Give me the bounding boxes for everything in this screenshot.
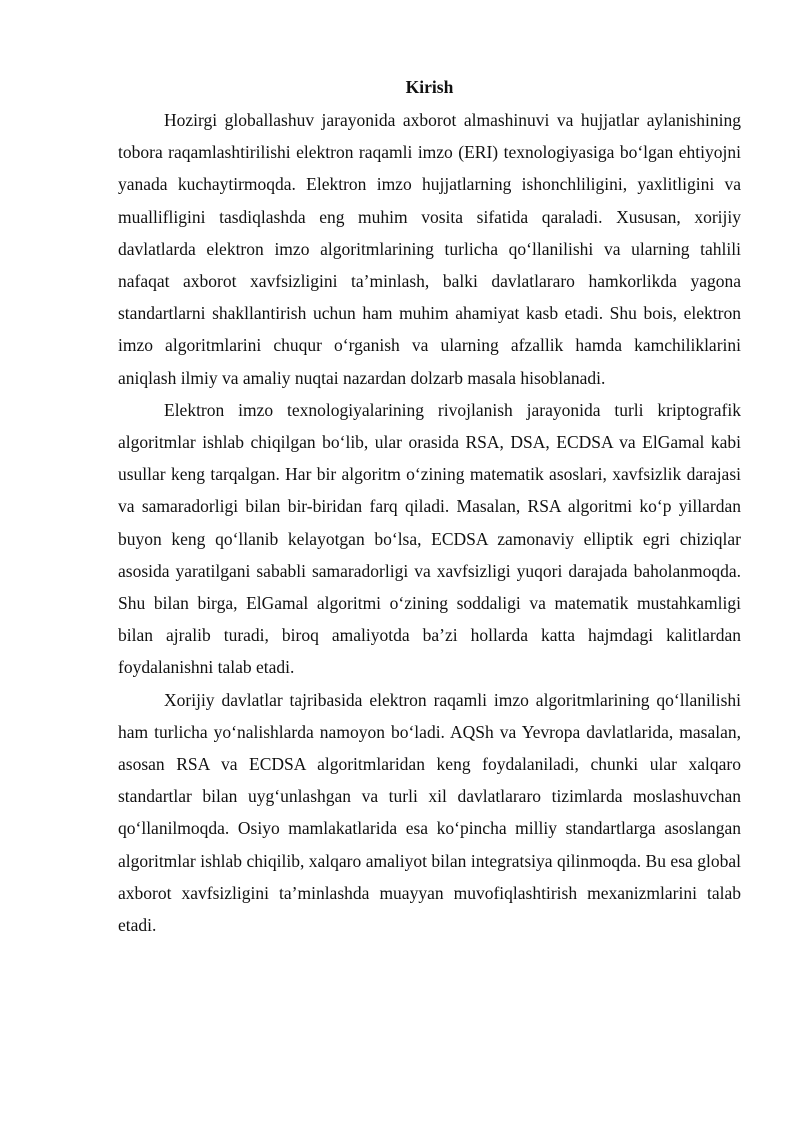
paragraph-3: Xorijiy davlatlar tajribasida elektron raqamli imzo algoritmlarining qo‘llanilishi ham turlicha yo‘nalishlarda namoyon bo‘ladi. AQSh va Yevropa davlatlarida, masalan, asosan RSA va ECDSA algoritmlaridan keng foydalaniladi, chunki ular xalqaro standartlar bilan uyg‘unlashgan va turli xil davlatlararo tizimlarda moslashuvchan qo‘llanilmoqda. Osiyo mamlakatlarida esa ko‘pincha milliy standartlarga asoslangan algoritmlar ishlab chiqilib, xalqaro amaliyot bilan integratsiya qilinmoqda. Bu esa global axborot xavfsizligini ta’minlashda muayyan muvofiqlashtirish mexanizmlarini talab etadi. — [118, 689, 741, 936]
document-body — [118, 72, 741, 941]
paragraph-1: Hozirgi globallashuv jarayonida axborot almashinuvi va hujjatlar aylanishining tobora raqamlashtirilishi elektron raqamli imzo (ERI) texnologiyasiga bo‘lgan ehtiyojni yanada kuchaytirmoqda. Elektron imzo hujjatlarning ishonchliligini, yaxlitligini va muallifligini tasdiqlashda eng muhim vosita sifatida qaraladi. Xususan, xorijiy davlatlarda elektron imzo algoritmlarining turlicha qo‘llanilishi va ularning tahlili nafaqat axborot xavfsizligini ta’minlash, balki davlatlararo hamkorlikda yagona standartlarni shakllantirish uchun ham muhim ahamiyat kasb etadi. Shu bois, elektron imzo algoritmlarini chuqur o‘rganish va ularning afzallik hamda kamchiliklarini aniqlash ilmiy va amaliy nuqtai nazardan dolzarb masala hisoblanadi. — [118, 110, 741, 388]
paragraph-2: Elektron imzo texnologiyalarining rivojlanish jarayonida turli kriptografik algoritmlar ishlab chiqilgan bo‘lib, ular orasida RSA, DSA, ECDSA va ElGamal kabi usullar keng tarqalgan. Har bir algoritm o‘zining matematik asoslari, xavfsizlik darajasi va samaradorligi bilan bir-biridan farq qiladi. Masalan, RSA algoritmi ko‘p yillardan buyon keng qo‘llanib kelayotgan bo‘lsa, ECDSA zamonaviy elliptik egri chiziqlar asosida yaratilgani sababli samaradorligi va xavfsizligi yuqori darajada baholanmoqda. Shu bilan birga, ElGamal algoritmi o‘zining soddaligi va matematik mustahkamligi bilan ajralib turadi, biroq amaliyotda ba’zi hollarda katta hajmdagi kalitlardan foydalanishni talab etadi. — [118, 399, 741, 678]
section-title: Kirish — [405, 77, 454, 97]
